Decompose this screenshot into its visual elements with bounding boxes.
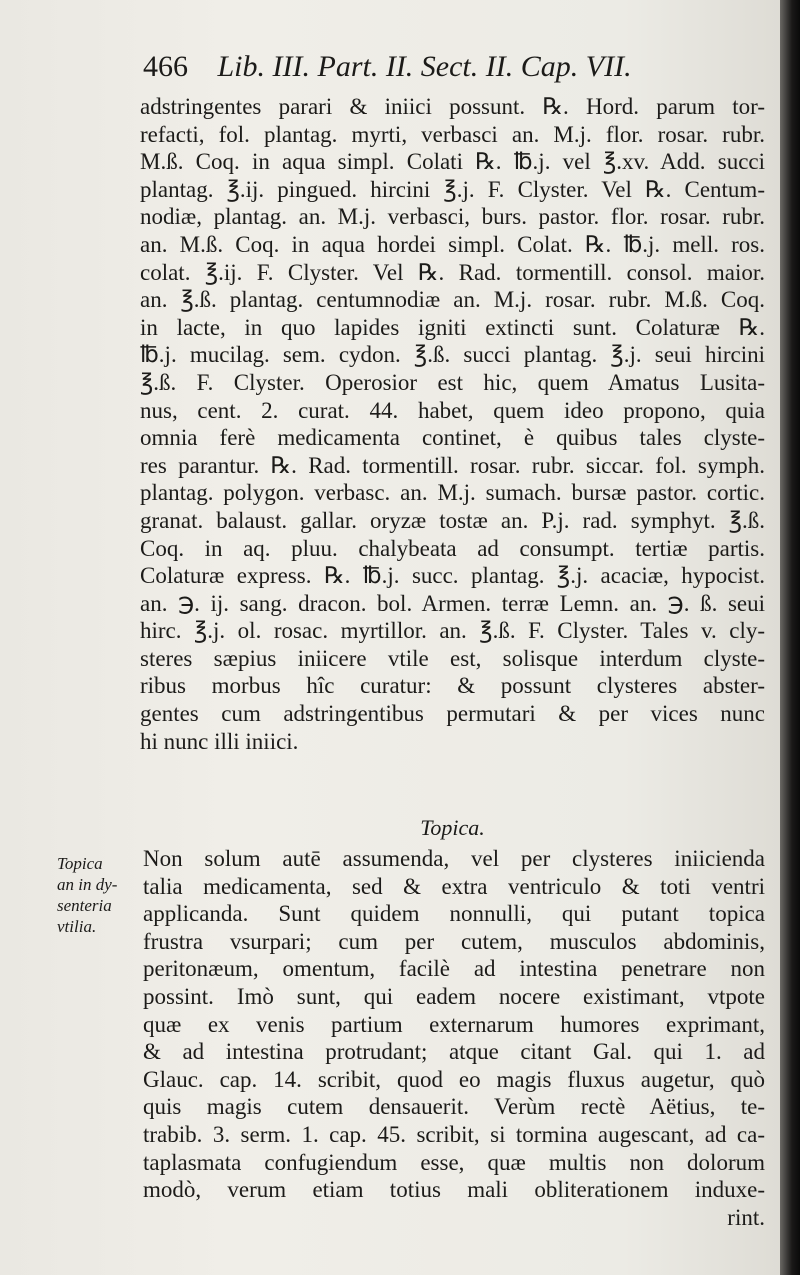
- page-header: [143, 50, 743, 94]
- text-line: frustra vsurpari; cum per cutem, musculos abdominis,: [143, 928, 765, 954]
- paragraph-topica: [143, 845, 765, 1231]
- paragraph-clysters: [140, 93, 765, 755]
- text-line: nus, cent. 2. curat. 44. habet, quem ideo propono, quia: [140, 397, 765, 423]
- text-line: adstringentes parari & iniici possunt. ℞. Hord. parum tor-: [140, 94, 765, 119]
- page-number: 466: [143, 50, 188, 83]
- text-line: hirc. ℥.j. ol. rosac. myrtillor. an. ℥.ß. F. Clyster. Tales v. cly-: [140, 618, 765, 644]
- text-line: colat. ℥.ij. F. Clyster. Vel ℞. Rad. tormentill. consol. maior.: [140, 259, 765, 285]
- text-line: ℔.j. mucilag. sem. cydon. ℥.ß. succi plantag. ℥.j. seui hircini: [140, 342, 765, 368]
- text-line: ribus morbus hîc curatur: & possunt clysteres abster-: [140, 673, 765, 699]
- running-head: Lib. III. Part. II. Sect. II. Cap. VII.: [217, 50, 632, 83]
- text-line: plantag. polygon. verbasc. an. M.j. sumach. bursæ pastor. cortic.: [140, 480, 765, 506]
- text-line: in lacte, in quo lapides igniti extincti sunt. Colaturæ ℞.: [140, 314, 765, 340]
- text-line: steres sæpius iniicere vtile est, solisque interdum clyste-: [140, 645, 765, 671]
- text-line: quis magis cutem densauerit. Verùm rectè Aëtius, te-: [143, 1094, 765, 1120]
- text-line: omnia ferè medicamenta continet, è quibus tales clyste-: [140, 425, 765, 451]
- text-line: rint.: [727, 1204, 765, 1230]
- text-line: possint. Imò sunt, qui eadem nocere existimant, vtpote: [143, 983, 765, 1009]
- text-line: gentes cum adstringentibus permutari & per vices nunc: [140, 701, 765, 727]
- text-line: talia medicamenta, sed & extra ventriculo & toti ventri: [143, 873, 765, 899]
- marginal-note-line: an in dy-: [57, 875, 118, 894]
- text-line: plantag. ℥.ij. pingued. hircini ℥.j. F. Clyster. Vel ℞. Centum-: [140, 176, 765, 202]
- text-line: granat. balaust. gallar. oryzæ tostæ an. P.j. rad. symphyt. ℥.ß.: [140, 507, 765, 533]
- text-line: peritonæum, omentum, facilè ad intestina penetrare non: [143, 956, 765, 982]
- text-line: an. ℈. ij. sang. dracon. bol. Armen. terræ Lemn. an. ℈. ß. seui: [140, 590, 765, 616]
- marginal-note: [57, 853, 142, 937]
- marginal-note-line: Topica: [57, 854, 103, 873]
- marginal-note-line: senteria: [57, 896, 112, 915]
- text-line: nodiæ, plantag. an. M.j. verbasci, burs. pastor. flor. rosar. rubr.: [140, 204, 765, 230]
- book-gutter-shadow: [780, 0, 800, 1275]
- text-line: ℥.ß. F. Clyster. Operosior est hic, quem Amatus Lusita-: [140, 369, 765, 395]
- text-line: M.ß. Coq. in aqua simpl. Colati ℞. ℔.j. vel ℥.xv. Add. succi: [140, 149, 765, 175]
- text-line: refacti, fol. plantag. myrti, verbasci an. M.j. flor. rosar. rubr.: [140, 121, 765, 147]
- text-line: Non solum autē assumenda, vel per clysteres iniicienda: [143, 846, 765, 871]
- text-line: Colaturæ express. ℞. ℔.j. succ. plantag. ℥.j. acaciæ, hypocist.: [140, 563, 765, 589]
- text-line: quæ ex venis partium externarum humores exprimant,: [143, 1011, 765, 1037]
- section-heading: Topica.: [420, 815, 485, 840]
- text-line: applicanda. Sunt quidem nonnulli, qui putant topica: [143, 901, 765, 927]
- text-line: an. ℥.ß. plantag. centumnodiæ an. M.j. rosar. rubr. M.ß. Coq.: [140, 287, 765, 313]
- text-line: an. M.ß. Coq. in aqua hordei simpl. Colat. ℞. ℔.j. mell. ros.: [140, 231, 765, 257]
- text-line: Glauc. cap. 14. scribit, quod eo magis fluxus augetur, quò: [143, 1066, 765, 1092]
- text-line: Coq. in aq. pluu. chalybeata ad consumpt. tertiæ partis.: [140, 535, 765, 561]
- marginal-note-line: vtilia.: [57, 917, 97, 936]
- text-line: trabib. 3. serm. 1. cap. 45. scribit, si tormina augescant, ad ca-: [143, 1121, 765, 1147]
- text-line: hi nunc illi iniici.: [140, 728, 299, 754]
- text-line: & ad intestina protrudant; atque citant Gal. qui 1. ad: [143, 1039, 765, 1065]
- text-line: modò, verum etiam totius mali obliterationem induxe-: [143, 1177, 765, 1203]
- text-line: taplasmata confugiendum esse, quæ multis non dolorum: [143, 1149, 765, 1175]
- text-line: res parantur. ℞. Rad. tormentill. rosar. rubr. siccar. fol. symph.: [140, 452, 765, 478]
